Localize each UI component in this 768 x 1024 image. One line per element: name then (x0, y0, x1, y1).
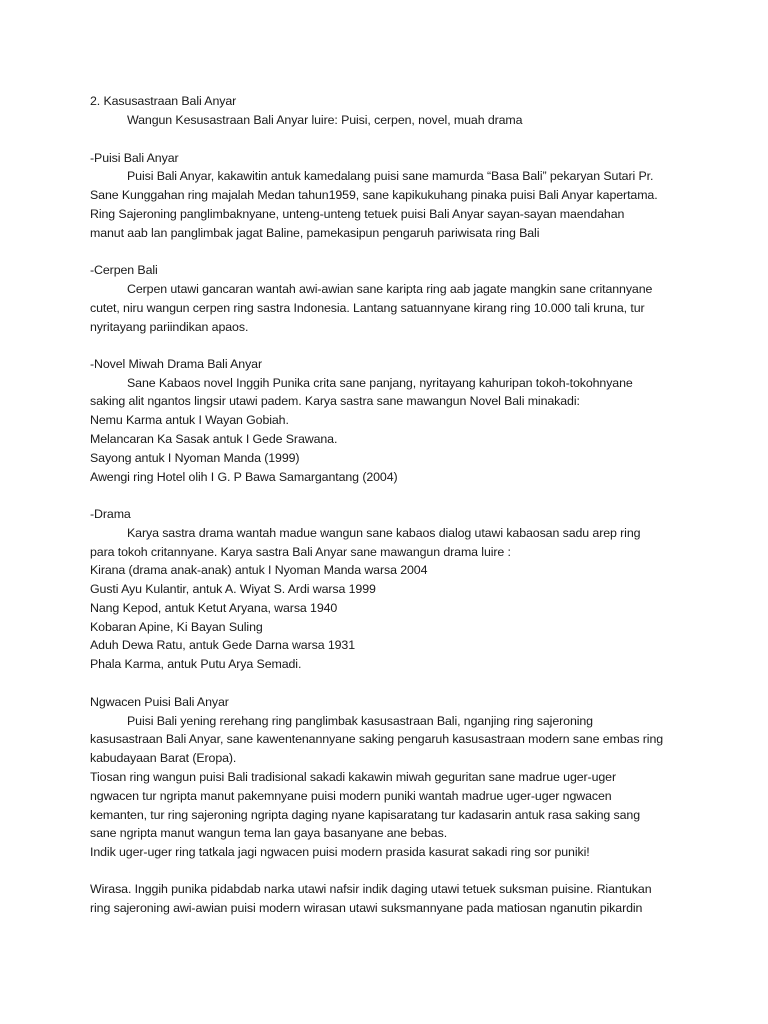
list-item: Sayong antuk I Nyoman Manda (1999) (90, 451, 300, 465)
paragraph-line: kasusastraan Bali Anyar, sane kawentenannyane saking pengaruh kasusastraan modern sane embas ring (90, 732, 664, 746)
paragraph-line: Puisi Bali yening rerehang ring panglimbak kasusastraan Bali, nganjing ring sajeroning (127, 714, 593, 728)
paragraph-line: Indik uger-uger ring tatkala jagi ngwacen puisi modern prasida kasurat sakadi ring sor puniki! (90, 845, 590, 859)
subheading-cerpen: -Cerpen Bali (90, 263, 158, 277)
paragraph-line: ring sajeroning awi-awian puisi modern wirasan utawi suksmannyane pada matiosan nganutin pikardin (90, 901, 643, 915)
paragraph-line: Sane Kunggahan ring majalah Medan tahun1959, sane kapikukuhang pinaka puisi Bali Anyar kapertama. (90, 188, 658, 202)
paragraph-line: para tokoh critannyane. Karya sastra Bali Anyar sane mawangun drama luire : (90, 545, 511, 559)
paragraph-line: manut aab lan panglimbak jagat Baline, pamekasipun pengaruh pariwisata ring Bali (90, 226, 540, 240)
paragraph-line: kabudayaan Barat (Eropa). (90, 751, 237, 765)
paragraph-line: Cerpen utawi gancaran wantah awi-awian sane karipta ring aab jagate mangkin sane critannyane (127, 282, 653, 296)
paragraph-line: cutet, niru wangun cerpen ring sastra Indonesia. Lantang satuannyane kirang ring 10.000 tali kruna, tur (90, 301, 645, 315)
paragraph-line: nyritayang pariindikan apaos. (90, 320, 249, 334)
paragraph-line: kemanten, tur ring sajeroning ngripta daging nyane kapisaratang tur kadasarin antuk rasa saking sang (90, 808, 640, 822)
paragraph-line: Tiosan ring wangun puisi Bali tradisional sakadi kakawin miwah geguritan sane madrue uger-uger (90, 770, 616, 784)
list-item: Kobaran Apine, Ki Bayan Suling (90, 620, 263, 634)
list-item: Kirana (drama anak-anak) antuk I Nyoman Manda warsa 2004 (90, 563, 428, 577)
paragraph-line: saking alit ngantos lingsir utawi padem. Karya sastra sane mawangun Novel Bali minakadi: (90, 394, 580, 408)
paragraph-line: sane ngripta manut wangun tema lan gaya basanyane ane bebas. (90, 826, 448, 840)
list-item: Phala Karma, antuk Putu Arya Semadi. (90, 657, 302, 671)
paragraph-line: Wirasa. Inggih punika pidabdab narka utawi nafsir indik daging utawi tetuek suksman puisine. Riantukan (90, 882, 652, 896)
list-item: Aduh Dewa Ratu, antuk Gede Darna warsa 1931 (90, 638, 356, 652)
paragraph-line: Sane Kabaos novel Inggih Punika crita sane panjang, nyritayang kahuripan tokoh-tokohnyane (127, 376, 633, 390)
section-heading: 2. Kasusastraan Bali Anyar (90, 94, 237, 108)
paragraph-line: Karya sastra drama wantah madue wangun sane kabaos dialog utawi kabaosan sadu arep ring (127, 526, 641, 540)
paragraph-line: Ring Sajeroning panglimbaknyane, unteng-unteng tetuek puisi Bali Anyar sayan-sayan maendahan (90, 207, 625, 221)
subheading-novel: -Novel Miwah Drama Bali Anyar (90, 357, 263, 371)
list-item: Nemu Karma antuk I Wayan Gobiah. (90, 413, 289, 427)
intro-line: Wangun Kesusastraan Bali Anyar luire: Puisi, cerpen, novel, muah drama (127, 113, 523, 127)
list-item: Awengi ring Hotel olih I G. P Bawa Samargantang (2004) (90, 470, 398, 484)
paragraph-line: Puisi Bali Anyar, kakawitin antuk kamedalang puisi sane mamurda “Basa Bali” pekaryan Sutari Pr. (127, 169, 654, 183)
subheading-drama: -Drama (90, 507, 131, 521)
list-item: Gusti Ayu Kulantir, antuk A. Wiyat S. Ardi warsa 1999 (90, 582, 376, 596)
subheading-ngwacen: Ngwacen Puisi Bali Anyar (90, 695, 229, 709)
list-item: Nang Kepod, antuk Ketut Aryana, warsa 1940 (90, 601, 338, 615)
paragraph-line: ngwacen tur ngripta manut pakemnyane puisi modern puniki wantah madrue uger-uger ngwacen (90, 789, 612, 803)
list-item: Melancaran Ka Sasak antuk I Gede Srawana. (90, 432, 338, 446)
subheading-puisi: -Puisi Bali Anyar (90, 151, 179, 165)
